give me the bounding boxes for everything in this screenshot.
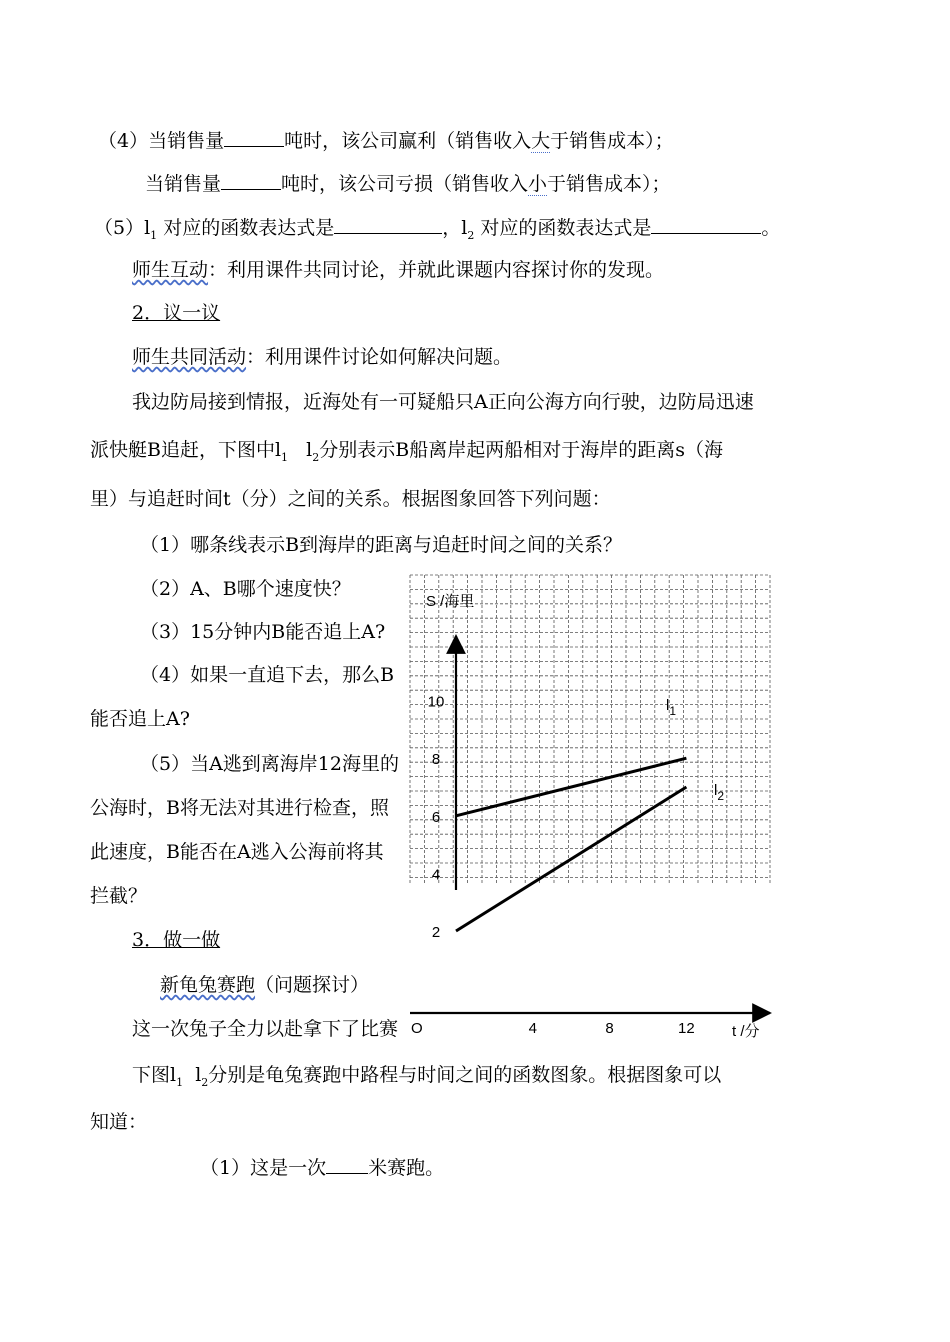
- y-tick-label: 2: [431, 924, 441, 941]
- section2-q2: （2）A、B哪个速度快？: [140, 578, 351, 600]
- section2-p2: 派快艇B追赶，下图中$l_1$ $l_2$分别表示B船离岸起两船相对于海岸的距离s（海: [90, 439, 723, 464]
- section2-q1: （1）哪条线表示B到海岸的距离与追赶时间之间的关系？: [140, 534, 623, 556]
- q4-line-b: 当销售量 吨时，该公司亏损（销售收入小于销售成本）；: [145, 173, 671, 195]
- y-tick-label: 4: [431, 866, 441, 884]
- section2-q5d: 拦截？: [90, 885, 148, 907]
- section2-activity: 师生共同活动：利用课件讨论如何解决问题。: [132, 346, 513, 368]
- chart-series: [456, 758, 686, 931]
- section3-p2: 下图$l_1$ $l_2$分别是龟兔赛跑中路程与时间之间的函数图象。根据图象可以: [132, 1064, 722, 1089]
- x-tick-label: 12: [678, 1020, 695, 1037]
- y-tick-label: 6: [431, 808, 441, 826]
- section3-title: 3．做一做: [132, 929, 221, 951]
- line-label-2: $l_2$: [714, 782, 725, 803]
- interaction-line: 师生互动：利用课件共同讨论，并就此课题内容探讨你的发现。: [132, 259, 665, 281]
- y-tick-label: 8: [431, 751, 441, 769]
- chart-labels: [411, 593, 760, 1040]
- line-label-1: $l_1$: [666, 697, 677, 718]
- section2-p1: 我边防局接到情报，近海处有一可疑船只A正向公海方向行驶，边防局迅速: [132, 391, 754, 413]
- section2-title: 2．议一议: [132, 302, 221, 324]
- chart-grid: [410, 575, 770, 885]
- q4-line-a: （4）当销售量 吨时，该公司赢利（销售收入大于销售成本）；: [98, 130, 674, 152]
- y-tick-label: 10: [427, 693, 445, 711]
- section2-q4b: 能否追上A?: [90, 708, 190, 730]
- section2-q5c: 此速度，B能否在A逃入公海前将其: [90, 841, 384, 863]
- x-axis-label: t /分: [732, 1023, 760, 1040]
- section2-p3: 里）与追赶时间t（分）之间的关系。根据图象回答下列问题：: [90, 488, 611, 510]
- q5-line: $(5)l_1$ 对应的函数表达式是 ，$l_2$ 对应的函数表达式是 。: [94, 217, 781, 242]
- section2-q3: （3）15分钟内B能否追上A?: [140, 621, 386, 643]
- x-tick-label: 4: [528, 1020, 537, 1037]
- line-label-sub: 1: [669, 704, 677, 718]
- x-tick-label: 8: [605, 1020, 614, 1037]
- line-label-sub: 2: [717, 789, 725, 803]
- section2-q4a: （4）如果一直追下去，那么B: [140, 664, 395, 686]
- section3-subtitle: 新龟兔赛跑（问题探讨）: [160, 974, 370, 996]
- section2-q5b: 公海时，B将无法对其进行检查，照: [90, 797, 389, 819]
- section2-q5a: （5）当A逃到离海岸12海里的: [140, 753, 399, 775]
- section3-p3: 知道：: [90, 1111, 148, 1133]
- y-axis-label: S /海里: [426, 593, 475, 610]
- section3-p1: 这一次兔子全力以赴拿下了比赛: [132, 1018, 399, 1040]
- origin-label: O: [411, 1020, 423, 1037]
- chart-axes: [410, 636, 770, 1013]
- section3-q1: （1）这是一次 米赛跑。: [200, 1157, 445, 1179]
